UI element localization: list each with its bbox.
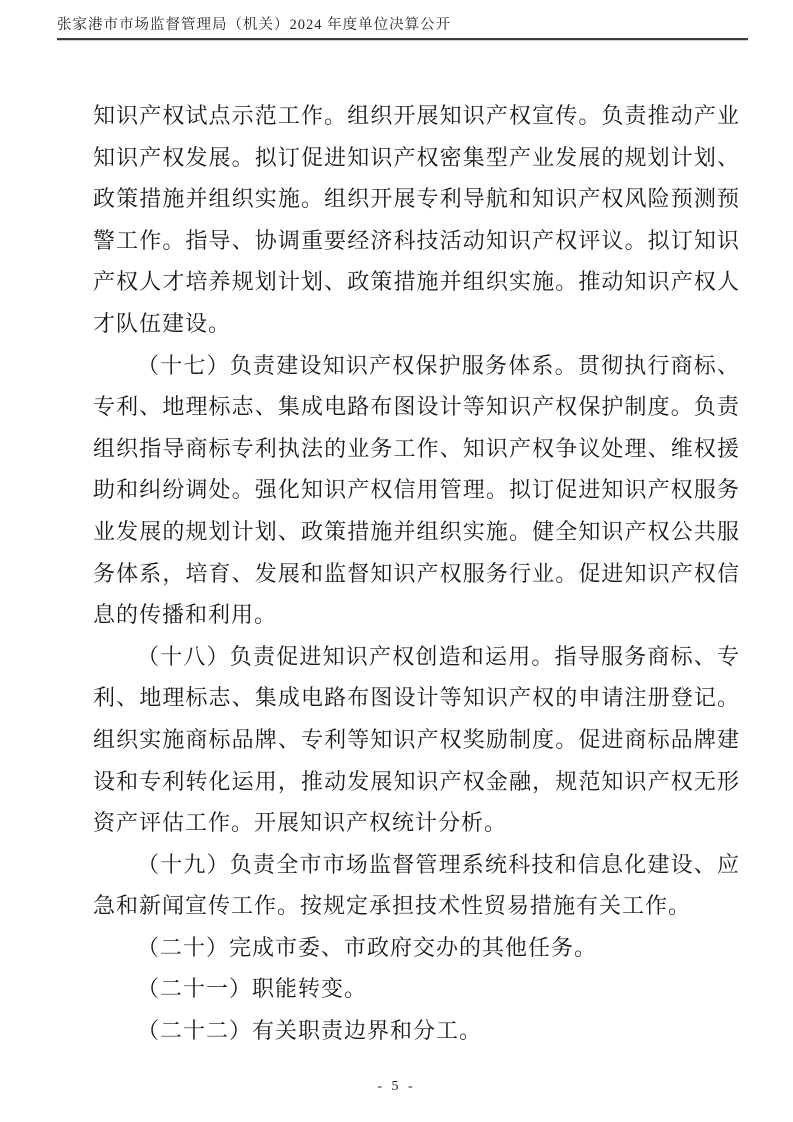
document-body bbox=[93, 95, 740, 1052]
paragraph: （十八）负责促进知识产权创造和运用。指导服务商标、专利、地理标志、集成电路布图设计等知识产权的申请注册登记。组织实施商标品牌、专利等知识产权奖励制度。促进商标品牌建设和专利转化运用，推动发展知识产权金融，规范知识产权无形资产评估工作。开展知识产权统计分析。 bbox=[93, 643, 740, 836]
paragraph: （二十一）职能转变。 bbox=[137, 976, 368, 1002]
page-header bbox=[57, 16, 748, 40]
page-footer bbox=[0, 1077, 793, 1095]
paragraph: 知识产权试点示范工作。组织开展知识产权宣传。负责推动产业知识产权发展。拟订促进知识产权密集型产业发展的规划计划、政策措施并组织实施。组织开展专利导航和知识产权风险预测预警工作。指导、协调重要经济科技活动知识产权评议。拟订知识产权人才培养规划计划、政策措施并组织实施。推动知识产权人才队伍建设。 bbox=[93, 103, 740, 336]
page-number: - 5 - bbox=[377, 1079, 416, 1094]
paragraph: （二十二）有关职责边界和分工。 bbox=[137, 1018, 483, 1044]
document-header-title: 张家港市市场监督管理局（机关）2024 年度单位决算公开 bbox=[57, 16, 748, 40]
paragraph: （十九）负责全市市场监督管理系统科技和信息化建设、应急和新闻宣传工作。按规定承担技术性贸易措施有关工作。 bbox=[93, 851, 740, 919]
paragraph: （二十）完成市委、市政府交办的其他任务。 bbox=[137, 934, 598, 960]
paragraph: （十七）负责建设知识产权保护服务体系。贯彻执行商标、专利、地理标志、集成电路布图设计等知识产权保护制度。负责组织指导商标专利执法的业务工作、知识产权争议处理、维权援助和纠纷调处。强化知识产权信用管理。拟订促进知识产权服务业发展的规划计划、政策措施并组织实施。健全知识产权公共服务体系，培育、发展和监督知识产权服务行业。促进知识产权信息的传播和利用。 bbox=[93, 352, 740, 628]
